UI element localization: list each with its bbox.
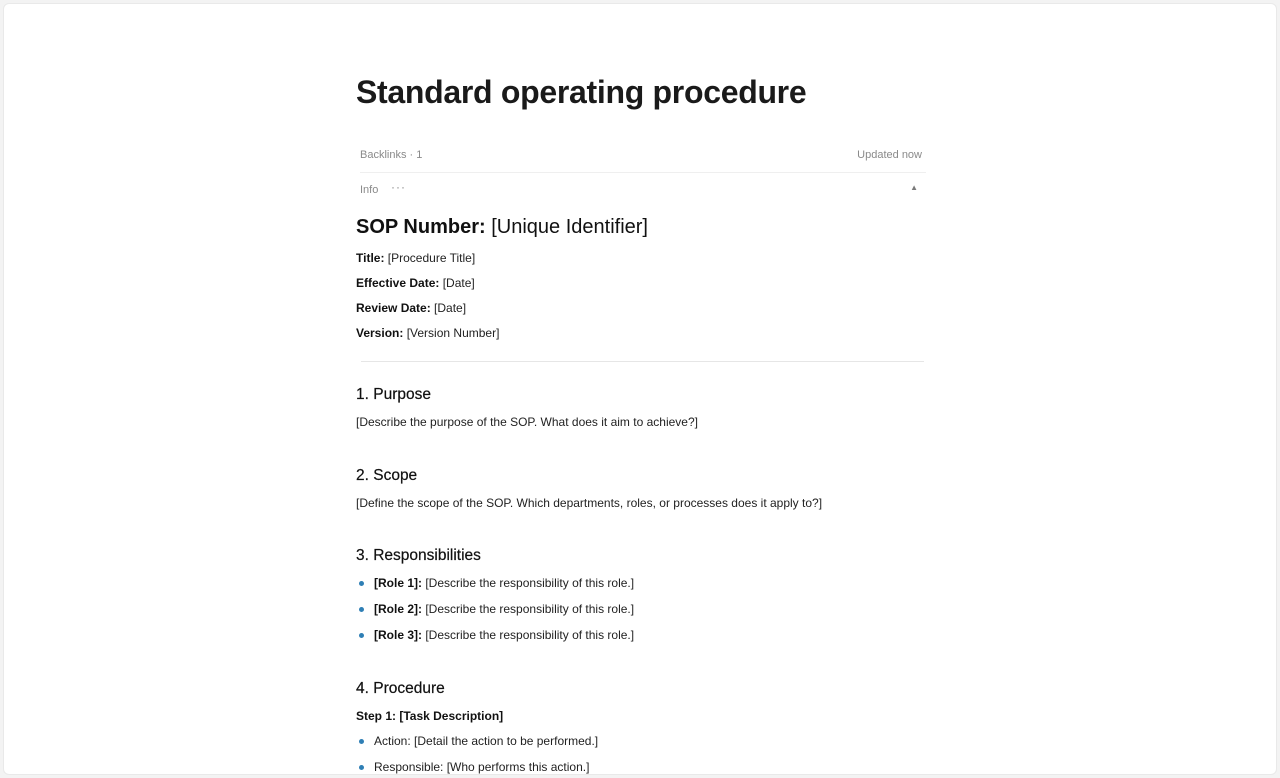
updated-timestamp: Updated now: [857, 149, 922, 161]
field-label: Version:: [356, 326, 404, 340]
sop-number-value: [Unique Identifier]: [491, 216, 648, 238]
meta-divider: [360, 172, 926, 173]
field-version[interactable]: [356, 326, 499, 340]
bullet-icon: [359, 739, 364, 744]
backlinks-link[interactable]: Backlinks · 1: [360, 149, 423, 161]
procedure-heading[interactable]: 4. Procedure: [356, 680, 445, 697]
role-description: [Describe the responsibility of this role.]: [425, 602, 635, 616]
bullet-icon: [359, 607, 364, 612]
step-1-title[interactable]: Step 1: [Task Description]: [356, 709, 504, 723]
field-value: [Date]: [442, 276, 475, 290]
collapse-caret-icon[interactable]: ▲: [910, 183, 918, 192]
field-label: Effective Date:: [356, 276, 440, 290]
responsibilities-heading[interactable]: 3. Responsibilities: [356, 547, 481, 564]
page-meta-row: [360, 145, 922, 163]
procedure-item-text: Action: [Detail the action to be performed.]: [374, 734, 599, 748]
field-label: Review Date:: [356, 301, 431, 315]
bullet-icon: [359, 633, 364, 638]
role-label: [Role 3]:: [374, 628, 422, 642]
role-description: [Describe the responsibility of this role.]: [425, 628, 635, 642]
scope-heading[interactable]: 2. Scope: [356, 467, 418, 484]
field-review-date[interactable]: [356, 301, 466, 315]
field-value: [Procedure Title]: [387, 251, 476, 265]
field-value: [Date]: [434, 301, 467, 315]
field-label: Title:: [356, 251, 385, 265]
role-description: [Describe the responsibility of this role.]: [425, 576, 635, 590]
info-label: Info: [360, 184, 379, 196]
scope-text[interactable]: [Define the scope of the SOP. Which departments, roles, or processes does it apply to?]: [356, 496, 823, 510]
role-label: [Role 2]:: [374, 602, 422, 616]
sop-number-label: SOP Number:: [356, 216, 486, 238]
purpose-heading[interactable]: 1. Purpose: [356, 386, 431, 403]
bullet-icon: [359, 765, 364, 770]
section-divider: [361, 361, 924, 362]
role-label: [Role 1]:: [374, 576, 422, 590]
field-title[interactable]: [356, 251, 475, 265]
page-title[interactable]: Standard operating procedure: [356, 74, 807, 110]
sop-number-heading[interactable]: [356, 216, 648, 239]
info-panel-header[interactable]: [360, 180, 922, 198]
field-effective-date[interactable]: [356, 276, 475, 290]
bullet-icon: [359, 581, 364, 586]
more-options-icon[interactable]: ···: [391, 180, 406, 194]
field-value: [Version Number]: [406, 326, 500, 340]
procedure-item-text: Responsible: [Who performs this action.]: [374, 760, 590, 774]
document-window: [3, 3, 1277, 775]
purpose-text[interactable]: [Describe the purpose of the SOP. What does it aim to achieve?]: [356, 415, 698, 429]
